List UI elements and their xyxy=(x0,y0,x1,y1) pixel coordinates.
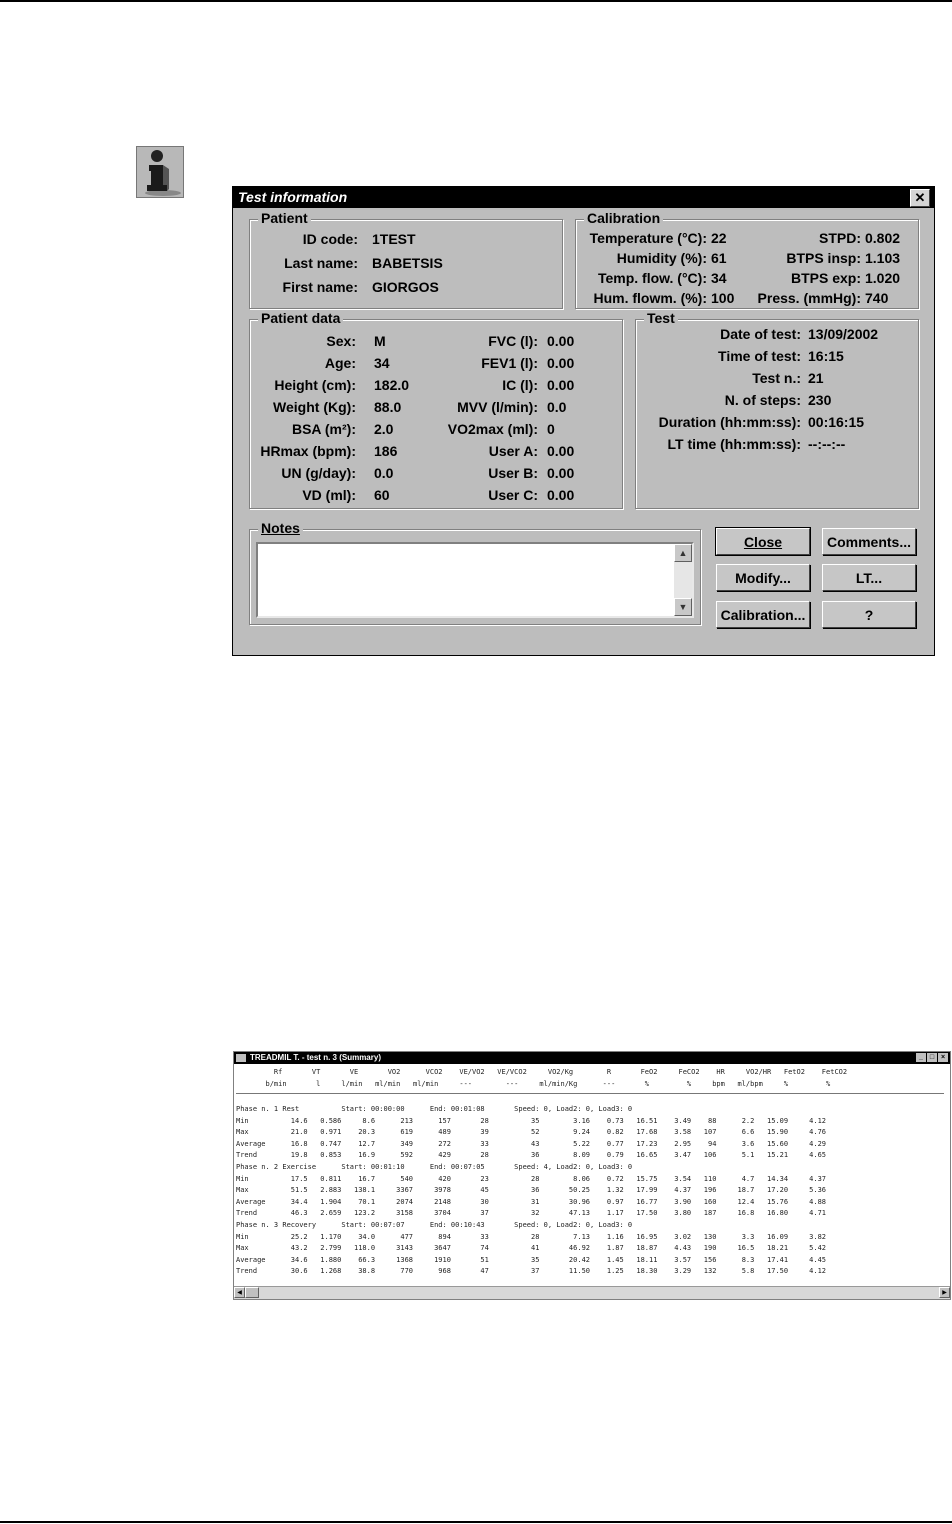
table-row: Min 25.2 1.170 34.0 477 894 33 28 7.13 1.16 16.95 3.02 130 3.3 16.09 3.82 xyxy=(236,1232,827,1241)
stpd-label: STPD: xyxy=(819,230,861,246)
summary-horizontal-scrollbar[interactable] xyxy=(234,1286,950,1299)
close-icon[interactable]: ✕ xyxy=(910,189,930,207)
mvv-label: MVV (l/min): xyxy=(457,399,538,415)
summary-header-units: b/min l l/min ml/min ml/min --- --- ml/min/Kg --- % % bpm ml/bpm % % xyxy=(236,1080,831,1088)
table-row: Max 43.2 2.799 118.0 3143 3647 74 41 46.92 1.87 18.87 4.43 190 16.5 18.21 5.42 xyxy=(236,1244,827,1253)
btps-exp-label: BTPS exp: xyxy=(790,270,861,286)
humidity-value: 61 xyxy=(711,250,727,266)
date-of-test-value: 13/09/2002 xyxy=(808,326,879,342)
last-name-value: BABETSIS xyxy=(372,255,443,271)
temperature-label: Temperature (°C): xyxy=(589,230,707,246)
notes-scrollbar[interactable] xyxy=(674,544,692,616)
table-row: Min 17.5 0.811 16.7 540 420 23 28 8.06 0.72 15.75 3.54 110 4.7 14.34 4.37 xyxy=(236,1174,827,1183)
hrmax-label: HRmax (bpm): xyxy=(260,443,356,459)
last-name-label: Last name: xyxy=(284,255,358,271)
ic-label: IC (l): xyxy=(502,377,538,393)
fev1-label: FEV1 (l): xyxy=(481,355,538,371)
temp-flow-label: Temp. flow. (°C): xyxy=(597,270,707,286)
dialog-titlebar[interactable] xyxy=(233,187,934,208)
table-row: Trend 30.6 1.268 38.8 770 968 47 37 11.50 1.25 18.30 3.29 132 5.8 17.50 4.12 xyxy=(236,1267,827,1276)
fvc-value: 0.00 xyxy=(547,333,575,349)
notes-group-label: Notes xyxy=(258,520,303,536)
user-b-value: 0.00 xyxy=(547,465,575,481)
summary-titlebar[interactable] xyxy=(234,1052,950,1064)
fev1-value: 0.00 xyxy=(547,355,575,371)
bsa-label: BSA (m²): xyxy=(291,421,356,437)
age-value: 34 xyxy=(374,355,390,371)
close-button[interactable]: Close xyxy=(716,528,810,555)
calibration-group xyxy=(575,210,919,309)
vo2max-label: VO2max (ml): xyxy=(447,421,538,437)
temperature-value: 22 xyxy=(711,230,727,246)
vo2max-value: 0 xyxy=(547,421,555,437)
patient-data-group xyxy=(249,310,623,509)
hum-flowm-label: Hum. flowm. (%): xyxy=(593,290,707,306)
btps-exp-value: 1.020 xyxy=(865,270,901,286)
patient-data-group-label: Patient data xyxy=(258,310,343,326)
minimize-icon[interactable]: _ xyxy=(916,1053,926,1062)
btps-insp-label: BTPS insp: xyxy=(786,250,861,266)
scroll-up-icon[interactable]: ▲ xyxy=(674,544,692,562)
ic-value: 0.00 xyxy=(547,377,575,393)
test-group-label: Test xyxy=(644,310,678,326)
top-rule xyxy=(0,0,952,2)
press-label: Press. (mmHg): xyxy=(757,290,861,306)
height-label: Height (cm): xyxy=(274,377,356,393)
time-of-test-value: 16:15 xyxy=(808,348,844,364)
vd-label: VD (ml): xyxy=(302,487,356,503)
scroll-left-icon[interactable]: ◀ xyxy=(234,1287,245,1298)
first-name-label: First name: xyxy=(282,279,358,295)
summary-header-names: Rf VT VE VO2 VCO2 VE/VO2 VE/VCO2 VO2/Kg R FeO2 FeCO2 HR VO2/HR FetO2 FetCO2 xyxy=(236,1068,848,1076)
table-row: Max 51.5 2.883 138.1 3367 3978 45 36 50.25 1.32 17.99 4.37 196 18.7 17.20 5.36 xyxy=(236,1186,827,1195)
window-close-icon[interactable]: × xyxy=(938,1053,948,1062)
user-c-value: 0.00 xyxy=(547,487,575,503)
user-a-label: User A: xyxy=(488,443,538,459)
fvc-label: FVC (l): xyxy=(488,333,538,349)
duration-label: Duration (hh:mm:ss): xyxy=(658,414,801,430)
date-of-test-label: Date of test: xyxy=(720,326,801,342)
notes-textarea[interactable] xyxy=(256,542,694,618)
lt-button[interactable]: LT... xyxy=(822,564,916,591)
patient-group-label: Patient xyxy=(258,210,311,226)
btps-insp-value: 1.103 xyxy=(865,250,901,266)
table-row: Trend 19.8 0.853 16.9 592 429 28 36 8.09 0.79 16.65 3.47 106 5.1 15.21 4.65 xyxy=(236,1151,827,1160)
notes-group xyxy=(249,520,701,625)
id-code-label: ID code: xyxy=(302,231,358,247)
calibration-button[interactable]: Calibration... xyxy=(716,601,810,628)
calibration-group-label: Calibration xyxy=(584,210,663,226)
help-button[interactable]: ? xyxy=(822,601,916,628)
table-row: Average 16.8 0.747 12.7 349 272 33 43 5.22 0.77 17.23 2.95 94 3.6 15.60 4.29 xyxy=(236,1139,827,1148)
sex-value: M xyxy=(374,333,386,349)
summary-window xyxy=(233,1051,951,1300)
table-row: Max 21.0 0.971 20.3 619 489 39 52 9.24 0.82 17.68 3.58 107 6.6 15.90 4.76 xyxy=(236,1128,827,1137)
lt-time-value: --:--:-- xyxy=(808,436,846,452)
steps-value: 230 xyxy=(808,392,832,408)
lt-time-label: LT time (hh:mm:ss): xyxy=(667,436,801,452)
vd-value: 60 xyxy=(374,487,390,503)
table-row: Average 34.4 1.904 70.1 2074 2148 30 31 30.96 0.97 16.77 3.90 160 12.4 15.76 4.88 xyxy=(236,1197,827,1206)
weight-label: Weight (Kg): xyxy=(273,399,356,415)
humidity-label: Humidity (%): xyxy=(616,250,707,266)
duration-value: 00:16:15 xyxy=(808,414,865,430)
bsa-value: 2.0 xyxy=(374,421,394,437)
window-menu-icon[interactable] xyxy=(236,1054,246,1062)
time-of-test-label: Time of test: xyxy=(718,348,801,364)
user-b-label: User B: xyxy=(488,465,538,481)
phase-header-row: Phase n. 1 Rest Start: 00:00:00 End: 00:01:08 Speed: 0, Load2: 0, Load3: 0 xyxy=(236,1105,633,1113)
phase-header-row: Phase n. 2 Exercise Start: 00:01:10 End: 00:07:05 Speed: 4, Load2: 0, Load3: 0 xyxy=(236,1163,633,1171)
bottom-rule xyxy=(0,1521,952,1523)
un-label: UN (g/day): xyxy=(281,465,356,481)
stpd-value: 0.802 xyxy=(865,230,901,246)
dialog-title: Test information xyxy=(238,189,348,205)
press-value: 740 xyxy=(865,290,889,306)
sex-label: Sex: xyxy=(326,333,356,349)
phase-header-row: Phase n. 3 Recovery Start: 00:07:07 End: 00:10:43 Speed: 0, Load2: 0, Load3: 0 xyxy=(236,1221,633,1229)
summary-title: TREADMIL T. - test n. 3 (Summary) xyxy=(250,1053,381,1062)
height-value: 182.0 xyxy=(374,377,410,393)
mvv-value: 0.0 xyxy=(547,399,567,415)
un-value: 0.0 xyxy=(374,465,394,481)
maximize-icon[interactable]: □ xyxy=(927,1053,937,1062)
scroll-thumb[interactable] xyxy=(245,1287,259,1298)
test-number-label: Test n.: xyxy=(752,370,801,386)
header-divider xyxy=(236,1093,944,1094)
age-label: Age: xyxy=(324,355,356,371)
user-c-label: User C: xyxy=(488,487,538,503)
first-name-value: GIORGOS xyxy=(372,279,439,295)
table-row: Min 14.6 0.586 8.6 213 157 28 35 3.16 0.73 16.51 3.49 88 2.2 15.09 4.12 xyxy=(236,1116,827,1125)
temp-flow-value: 34 xyxy=(711,270,727,286)
test-group xyxy=(635,310,919,509)
hrmax-value: 186 xyxy=(374,443,398,459)
test-information-dialog xyxy=(232,186,935,656)
weight-value: 88.0 xyxy=(374,399,402,415)
modify-button[interactable]: Modify... xyxy=(716,564,810,591)
user-a-value: 0.00 xyxy=(547,443,575,459)
test-number-value: 21 xyxy=(808,370,824,386)
info-icon xyxy=(136,146,184,198)
scroll-down-icon[interactable]: ▼ xyxy=(674,598,692,616)
hum-flowm-value: 100 xyxy=(711,290,735,306)
scroll-right-icon[interactable]: ▶ xyxy=(939,1287,950,1298)
comments-button[interactable]: Comments... xyxy=(822,528,916,555)
steps-label: N. of steps: xyxy=(724,392,801,408)
id-code-value: 1TEST xyxy=(372,231,416,247)
patient-group xyxy=(249,210,563,309)
table-row: Average 34.6 1.880 66.3 1368 1910 51 35 20.42 1.45 18.11 3.57 156 8.3 17.41 4.45 xyxy=(236,1255,827,1264)
table-row: Trend 46.3 2.659 123.2 3158 3704 37 32 47.13 1.17 17.50 3.80 187 16.8 16.80 4.71 xyxy=(236,1209,827,1218)
